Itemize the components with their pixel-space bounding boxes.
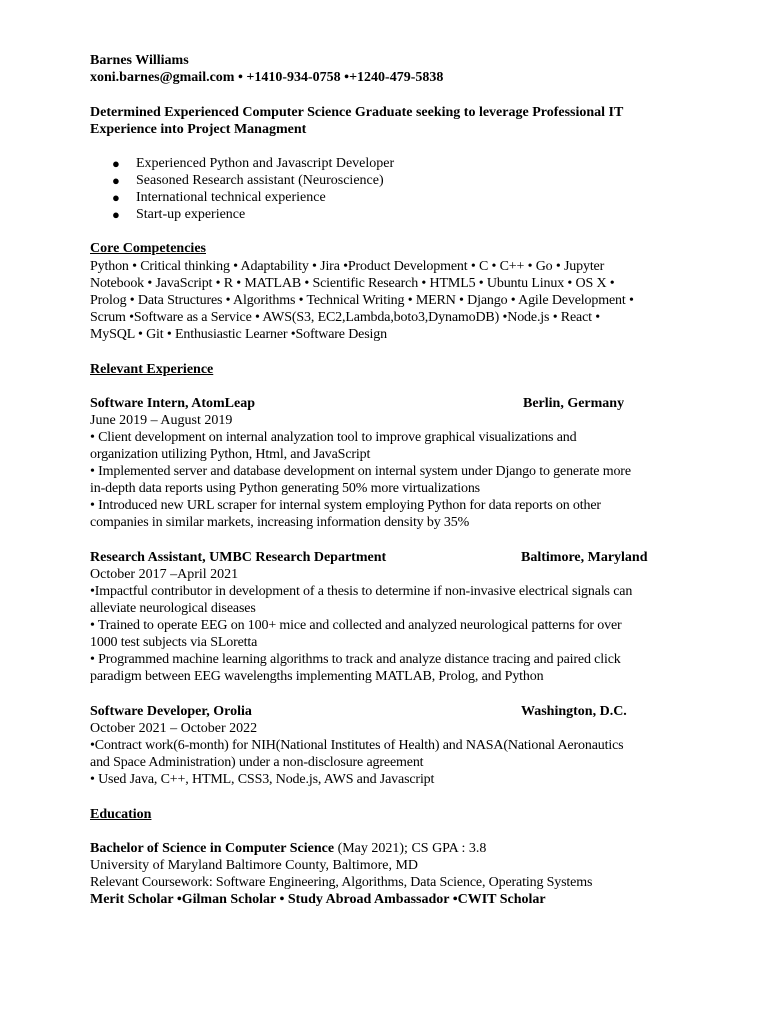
job-dates: October 2021 – October 2022: [90, 721, 258, 736]
job-dates: June 2019 – August 2019: [90, 413, 233, 428]
job-detail-line: • Used Java, C++, HTML, CSS3, Node.js, AWS and Javascript: [90, 772, 435, 787]
honors-line: Merit Scholar •Gilman Scholar • Study Abroad Ambassador •CWIT Scholar: [90, 892, 546, 907]
job-detail-line: •Impactful contributor in development of a thesis to determine if non-invasive electrical signals can: [90, 584, 633, 599]
bullet-icon: ●: [112, 173, 120, 188]
contact-line: xoni.barnes@gmail.com • +1410-934-0758 •+1240-479-5838: [90, 70, 444, 85]
job-title: Software Intern, AtomLeap: [90, 396, 256, 411]
job-detail-line: • Introduced new URL scraper for internal system employing Python for data reports on other: [90, 498, 601, 513]
job-detail-line: • Programmed machine learning algorithms to track and analyze distance tracing and paired click: [90, 652, 621, 667]
education-heading: Education: [90, 807, 152, 822]
job-detail-line: •Contract work(6-month) for NIH(National Institutes of Health) and NASA(National Aeronautics: [90, 738, 624, 753]
job-detail-line: • Trained to operate EEG on 100+ mice and collected and analyzed neurological patterns for over: [90, 618, 622, 633]
school-line: University of Maryland Baltimore County, Baltimore, MD: [90, 858, 419, 873]
job-detail-line: and Space Administration) under a non-disclosure agreement: [90, 755, 424, 770]
highlight-item: Experienced Python and Javascript Developer: [136, 156, 395, 171]
job-detail-line: • Implemented server and database development on internal system under Django to generate more: [90, 464, 631, 479]
job-detail-line: companies in similar markets, increasing information density by 35%: [90, 515, 470, 530]
competencies-line: Scrum •Software as a Service • AWS(S3, EC2,Lambda,boto3,DynamoDB) •Node.js • React •: [90, 310, 601, 325]
bullet-icon: ●: [112, 156, 120, 171]
job-detail-line: alleviate neurological diseases: [90, 601, 256, 616]
bullet-icon: ●: [112, 190, 120, 205]
objective-line-1: Determined Experienced Computer Science Graduate seeking to leverage Professional IT: [90, 105, 624, 120]
job-detail-line: paradigm between EEG wavelengths implementing MATLAB, Prolog, and Python: [90, 669, 544, 684]
job-location: Washington, D.C.: [521, 704, 627, 719]
degree-line: [90, 840, 486, 857]
job-dates: October 2017 –April 2021: [90, 567, 239, 582]
experience-heading: Relevant Experience: [90, 362, 214, 377]
bullet-icon: ●: [112, 207, 120, 222]
candidate-name: Barnes Williams: [90, 53, 189, 68]
job-detail-line: in-depth data reports using Python generating 50% more virtualizations: [90, 481, 480, 496]
job-location: Berlin, Germany: [523, 396, 625, 411]
coursework-line: Relevant Coursework: Software Engineering, Algorithms, Data Science, Operating Systems: [90, 875, 593, 890]
degree-detail: (May 2021); CS GPA : 3.8: [334, 841, 487, 856]
competencies-line: Notebook • JavaScript • R • MATLAB • Scientific Research • HTML5 • Ubuntu Linux • OS X •: [90, 276, 615, 291]
competencies-line: Python • Critical thinking • Adaptability • Jira •Product Development • C • C++ • Go • Jupyter: [90, 259, 605, 274]
competencies-line: MySQL • Git • Enthusiastic Learner •Software Design: [90, 327, 387, 342]
job-location: Baltimore, Maryland: [521, 550, 648, 565]
competencies-line: Prolog • Data Structures • Algorithms • Technical Writing • MERN • Django • Agile Development •: [90, 293, 634, 308]
job-detail-line: • Client development on internal analyzation tool to improve graphical visualizations and: [90, 430, 577, 445]
highlight-item: Start-up experience: [136, 207, 246, 222]
job-detail-line: 1000 test subjects via SLoretta: [90, 635, 258, 650]
job-detail-line: organization utilizing Python, Html, and JavaScript: [90, 447, 371, 462]
objective-line-2: Experience into Project Managment: [90, 122, 307, 137]
job-title: Research Assistant, UMBC Research Department: [90, 550, 387, 565]
highlight-item: International technical experience: [136, 190, 326, 205]
highlight-item: Seasoned Research assistant (Neuroscience): [136, 173, 384, 188]
degree-title: Bachelor of Science in Computer Science: [90, 841, 335, 856]
job-title: Software Developer, Orolia: [90, 704, 252, 719]
competencies-heading: Core Competencies: [90, 241, 206, 256]
